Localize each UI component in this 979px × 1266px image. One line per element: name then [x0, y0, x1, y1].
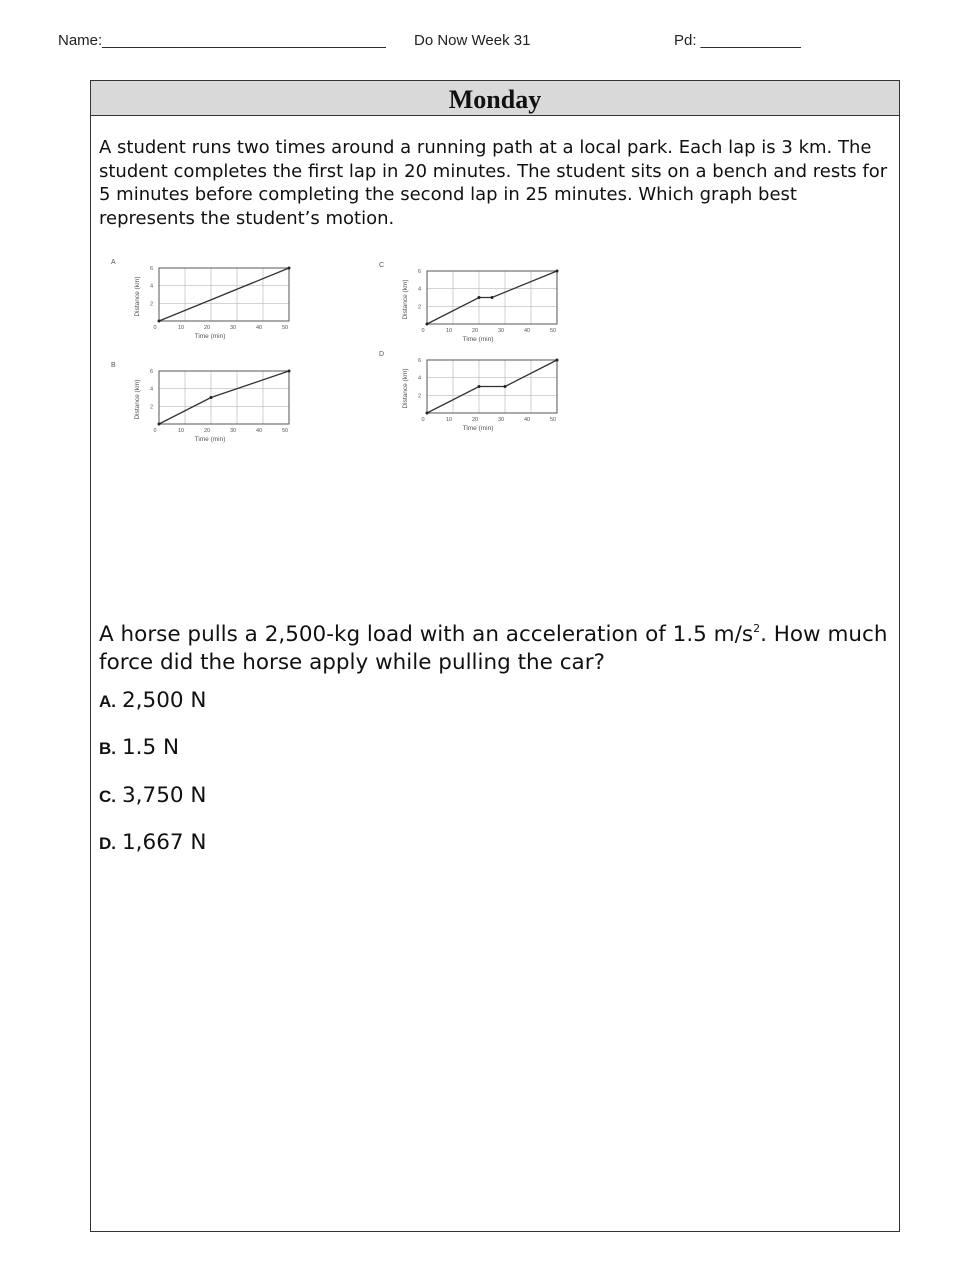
period-field[interactable]: Pd: ____________	[674, 32, 801, 49]
x-tick-label: 0	[421, 328, 425, 334]
data-point	[478, 296, 481, 299]
y-axis-title: Distance (km)	[134, 276, 141, 317]
x-tick-label: 0	[153, 428, 157, 434]
x-tick-label: 20	[203, 428, 211, 434]
y-tick-label: 4	[417, 286, 421, 293]
squared-superscript: 2	[753, 622, 761, 635]
name-field[interactable]: Name:__________________________________	[58, 32, 386, 49]
data-point	[556, 270, 559, 273]
x-axis-title: Time (min)	[194, 333, 226, 340]
y-tick-label: 6	[417, 358, 421, 364]
data-point	[426, 323, 429, 326]
graph-a	[109, 256, 309, 356]
x-tick-label: 10	[177, 325, 185, 331]
x-tick-label: 50	[281, 428, 289, 434]
y-tick-label: 4	[417, 375, 421, 382]
graph-options	[91, 251, 899, 461]
y-axis-title: Distance (km)	[402, 279, 409, 320]
choice-text: 3,750 N	[122, 782, 207, 808]
x-tick-label: 10	[177, 428, 185, 434]
question-1-text: A student runs two times around a running path at a local park. Each lap is 3 km. The student completes the first lap in 20 minutes. The student sits on a bench and rests for 5 minutes before completing the second lap in 25 minutes. Which graph best represents the student’s motion.	[99, 137, 888, 229]
x-tick-label: 50	[549, 417, 557, 423]
x-tick-label: 50	[549, 328, 557, 334]
x-tick-label: 20	[203, 325, 211, 331]
choice-letter: A.	[99, 692, 116, 711]
x-tick-label: 50	[281, 325, 289, 331]
choice-letter: D.	[99, 833, 116, 853]
choice-a[interactable]	[99, 688, 699, 735]
data-point	[288, 370, 291, 373]
data-point	[158, 320, 161, 323]
y-tick-label: 2	[149, 404, 153, 411]
y-tick-label: 2	[417, 393, 421, 400]
choice-letter: C.	[99, 786, 116, 806]
graph-svg	[109, 256, 309, 356]
graph-c	[377, 259, 577, 359]
worksheet-header	[0, 30, 979, 54]
x-tick-label: 40	[255, 325, 263, 331]
graph-option-label: C	[379, 262, 385, 269]
data-point	[491, 296, 494, 299]
graph-svg	[109, 359, 309, 459]
y-tick-label: 2	[417, 304, 421, 311]
graph-option-label: A	[111, 259, 116, 266]
x-axis-title: Time (min)	[194, 436, 226, 443]
graph-d	[377, 348, 577, 448]
x-tick-label: 10	[445, 417, 453, 423]
x-tick-label: 40	[255, 428, 263, 434]
distance-line	[427, 360, 557, 413]
graph-b	[109, 359, 309, 459]
graph-svg	[377, 259, 577, 359]
x-tick-label: 0	[153, 325, 157, 331]
question-2-text	[99, 615, 889, 677]
data-point	[478, 385, 481, 388]
x-tick-label: 40	[523, 417, 531, 423]
choice-letter: B.	[99, 739, 116, 759]
y-tick-label: 4	[149, 386, 153, 393]
graph-svg	[377, 348, 577, 448]
y-axis-title: Distance (km)	[134, 379, 141, 420]
day-box	[90, 80, 900, 1232]
day-heading: Monday	[91, 81, 899, 116]
data-point	[556, 359, 559, 362]
data-point	[210, 396, 213, 399]
plot-frame	[159, 371, 289, 424]
choice-text: 2,500 N	[122, 688, 207, 713]
y-tick-label: 6	[417, 269, 421, 275]
x-tick-label: 40	[523, 328, 531, 334]
y-tick-label: 2	[149, 301, 153, 308]
distance-line	[159, 371, 289, 424]
x-tick-label: 20	[471, 417, 479, 423]
question-2-text-end: . How much force did the horse apply while pulling the car?	[99, 622, 888, 675]
distance-line	[159, 268, 289, 321]
x-axis-title: Time (min)	[462, 336, 494, 343]
x-tick-label: 30	[229, 428, 237, 434]
data-point	[158, 423, 161, 426]
answer-choices	[99, 688, 699, 877]
x-tick-label: 20	[471, 328, 479, 334]
x-tick-label: 30	[497, 328, 505, 334]
choice-text: 1.5 N	[122, 735, 180, 761]
data-point	[426, 412, 429, 415]
graph-option-label: B	[111, 362, 116, 369]
x-tick-label: 0	[421, 417, 425, 423]
graph-option-label: D	[379, 351, 385, 358]
choice-c[interactable]	[99, 783, 699, 830]
choice-text: 1,667 N	[122, 829, 207, 855]
data-point	[288, 267, 291, 270]
choice-b[interactable]	[99, 735, 699, 782]
data-point	[504, 385, 507, 388]
x-tick-label: 10	[445, 328, 453, 334]
x-tick-label: 30	[497, 417, 505, 423]
x-axis-title: Time (min)	[462, 425, 494, 432]
y-tick-label: 6	[149, 266, 153, 272]
y-axis-title: Distance (km)	[402, 368, 409, 409]
week-title: Do Now Week 31	[414, 32, 531, 49]
choice-d[interactable]	[99, 830, 699, 877]
y-tick-label: 6	[149, 369, 153, 375]
question-2-text-main: A horse pulls a 2,500-kg load with an acceleration of 1.5 m/s	[99, 622, 754, 647]
x-tick-label: 30	[229, 325, 237, 331]
y-tick-label: 4	[149, 283, 153, 290]
